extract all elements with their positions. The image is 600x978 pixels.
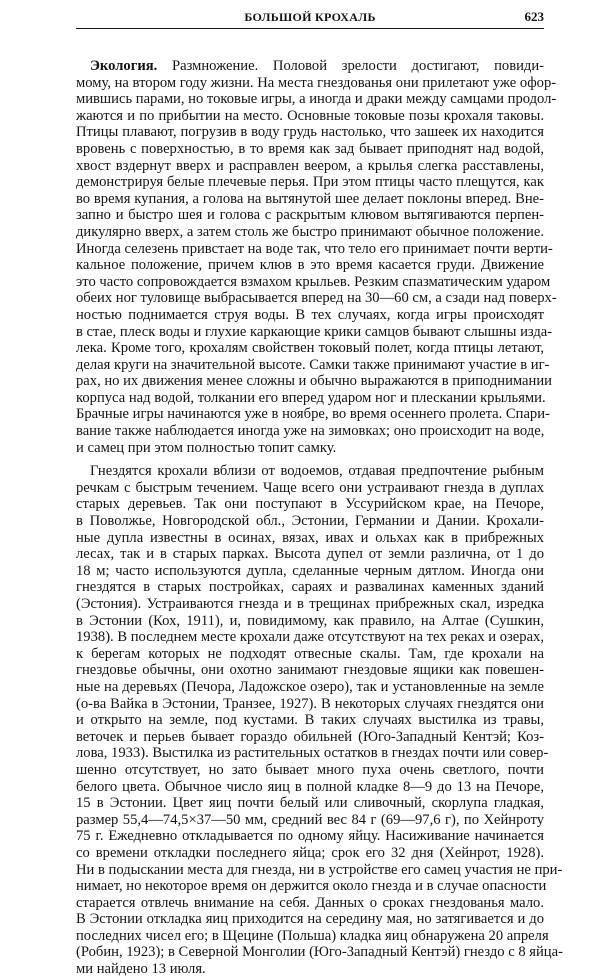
section-label: Экология. <box>90 58 158 74</box>
text-line: Птицы плавают, погрузив в воду грудь настолько, что зашеек их находится <box>76 124 544 141</box>
text-line: Иногда селезень привстает на воде так, что тело его принимает почти верти- <box>76 240 553 257</box>
text-line: мому, на втором году жизни. На места гнездованья они прилетают уже офор- <box>76 74 557 91</box>
text-line: мившись парами, но токовые игры, а иногда и драки между самцами продол- <box>76 91 557 108</box>
text-line: шенно отсутствует, но зато бывает много пуха очень светлого, почти <box>76 761 544 778</box>
text-line: вровень с поверхностью, в то время как зад бывает приподнят над водой, <box>76 140 544 157</box>
text-line: веточек и перьев бывает гораздо обильней (Юго-Западный Кентэй; Коз- <box>76 728 544 745</box>
text-line: 75 г. Ежедневно откладывается по одному яйцу. Насиживание начинается <box>76 828 544 845</box>
text-line: жаются и по прибытии на место. Основные токовые позы крохаля таковы. <box>76 107 544 124</box>
text-line: (о-ва Вайка в Эстонии, Транзее, 1927). В некоторых случаях гнездятся они <box>76 695 544 712</box>
text-line: лова, 1933). Выстилка из растительных остатков в гнездах почти или совер- <box>76 745 549 762</box>
text-line: 18 м; часто используются дупла, сделанные черным дятлом. Иногда они <box>76 562 544 579</box>
text-line: вание также наблюдается иногда уже на зимовках; оно происходит на воде, <box>76 423 545 440</box>
text-line: Брачные игры начинаются уже в ноябре, во время осеннего пролета. Спари- <box>76 406 550 423</box>
text-line: в стае, плеск воды и глухие каркающие крики самцов бывают слышны изда- <box>76 323 553 340</box>
text-line: (Эстония). Устраиваются гнезда и в трещинах прибрежных скал, изредка <box>76 596 544 612</box>
text-line: лесах, так и в старых парках. Высота дупел от земли различна, от 1 до <box>76 546 544 563</box>
text-line: корпуса над водой, толкании его вперед ударом ног и плескании крыльями. <box>76 389 546 406</box>
text-line: дикулярно вверх, а затем столь же быстро принимают обычное положение. <box>76 223 544 240</box>
text-line: (Робин, 1923); в Северной Монголии (Юго-Западный Кентэй) гнездо с 8 яйца- <box>76 944 563 961</box>
paragraph <box>76 58 557 456</box>
text-line: и самец при этом полностью топит самку. <box>76 439 337 456</box>
text-line: к берегам которых не подходят отвесные скалы. Там, где крохали на <box>76 645 544 662</box>
text-line: 1938). В последнем месте крохали даже отсутствуют на тех реках и озерах, <box>76 629 544 646</box>
text-line: во время купания, а голова на вытянутой шее делает поклоны вперед. Вне- <box>76 190 544 207</box>
text-line: старых деревьев. Так они поступают в Уссурийском крае, на Печоре, <box>76 496 544 513</box>
text-line: в Эстонии (Кох, 1911), и, повидимому, как правило, на Алтае (Сушкин, <box>76 612 544 629</box>
text-line: речкам с быстрым течением. Чаще всего они устраивают гнезда в дуплах <box>76 479 544 496</box>
text-line: запно и быстро шея и голова с раскрытым клювом вытягиваются перпен- <box>76 207 544 224</box>
text-line: белого цвета. Обычное число яиц в полной кладке 8—9 до 13 на Печоре, <box>76 778 544 795</box>
running-header <box>76 8 544 29</box>
text-line: гнездятся в старых постройках, сараях и развалинах каменных зданий <box>76 579 544 596</box>
text-line: Ни в подыскании места для гнезда, ни в устройстве его самец участия не при- <box>76 861 563 878</box>
text-line: Экология. Размножение. Половой зрелости достигают, повиди- <box>90 58 544 74</box>
text-line: ностью поднимается струя воды. В тех случаях, когда игры происходят <box>76 306 544 323</box>
text-line: и открыто на земле, под кустами. В таких случаях выстилка из травы, <box>76 712 544 729</box>
text-line: ные на деревьях (Печора, Ладожское озеро), так и установленные на земле <box>76 678 544 695</box>
text-line: Гнездятся крохали вблизи от водоемов, отдавая предпочтение рыбным <box>90 463 544 480</box>
text-line: рах, но их движения менее сложны и обычно выражаются в приподнимании <box>76 373 552 390</box>
text-line: последних чисел его; в Щецине (Польша) кладка яиц обнаружена 20 апреля <box>76 927 549 944</box>
text-line: ми найдено 13 июля. <box>76 961 206 978</box>
text-line: 15 в Эстонии. Цвет яиц почти белый или сливочный, скорлупа гладкая, <box>76 795 544 812</box>
text-line: старается отвлечь внимание на себя. Данных о сроках гнездованья мало. <box>76 894 544 911</box>
text-line: обеих ног туловище выбрасывается вперед на 30—60 см, а сзади над поверх- <box>76 290 557 307</box>
text-line: нимает, но некоторое время он держится около гнезда и в случае опасности <box>76 878 547 895</box>
text-line: в Поволжье, Новгородской обл., Эстонии, Германии и Дании. Крохали- <box>76 513 544 530</box>
text-line: демонстрируя белые плечевые перья. При этом птицы часто плещутся, как <box>76 174 544 191</box>
paragraph-gap <box>76 456 544 463</box>
running-title: БОЛЬШОЙ КРОХАЛЬ <box>244 10 376 24</box>
paragraph <box>76 463 563 978</box>
text-line: размер 55,4—74,5×37—50 мм, средний вес 84 г (69—97,6 г), по Хейнроту <box>76 811 544 828</box>
text-line: ные дупла известны в осинах, вязах, ивах и ольхах как в прибрежных <box>76 529 544 546</box>
body-text <box>76 58 563 978</box>
text-line: со времени откладки последнего яйца; срок его 32 дня (Хейнрот, 1928). <box>76 844 544 861</box>
text-line: лека. Кроме того, крохалям свойствен токовый полет, когда птицы летают, <box>76 340 544 357</box>
page-number: 623 <box>524 9 544 24</box>
text-line: хвост вздернут вверх и расправлен веером, а крылья слегка расставлены, <box>76 157 544 174</box>
text-line: В Эстонии откладка яиц приходится на середину мая, но затягивается и до <box>76 911 544 928</box>
text-line: кальное положение, причем клюв в это время касается груди. Движение <box>76 257 544 274</box>
text-line: гнездовье обычны, они охотно занимают гнездовые ящики как повешен- <box>76 662 544 679</box>
text-line: это часто сопровождается взмахом крыльев. Резким спазматическим ударом <box>76 273 551 290</box>
text-line: делая круги на значительной высоте. Самки также принимают участие в иг- <box>76 356 550 373</box>
